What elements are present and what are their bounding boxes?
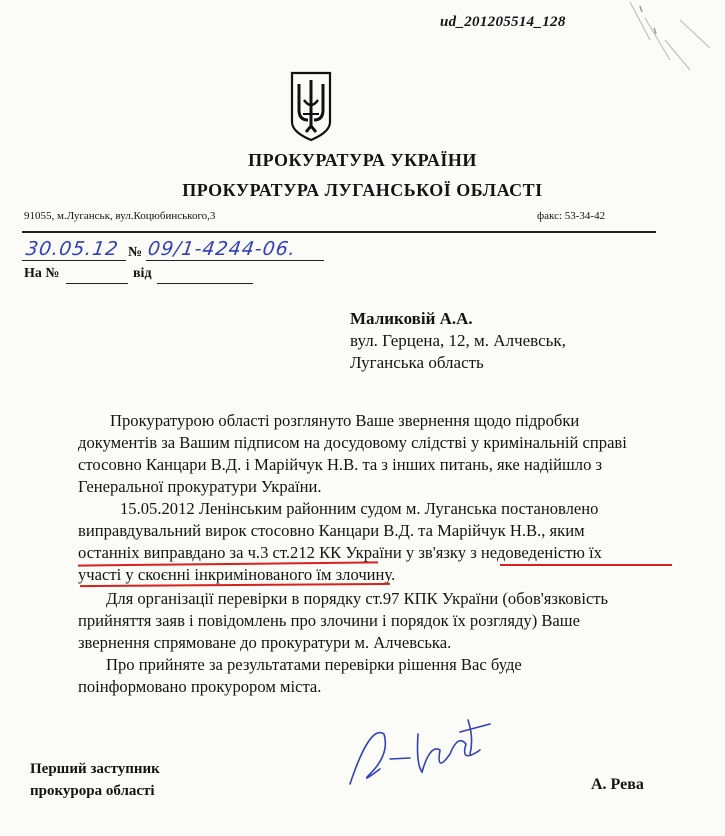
office-fax: факс: 53-34-42 <box>537 210 606 222</box>
signatory-title-line2: прокурора області <box>30 783 155 799</box>
body-p3-line1: Для організації перевірки в порядку ст.97 КПК України (обов'язковість <box>106 589 609 608</box>
signatory-title <box>30 758 160 802</box>
header-prosecutor-office-luhansk: ПРОКУРАТУРА ЛУГАНСЬКОЇ ОБЛАСТІ <box>182 180 543 200</box>
body-p3-line3: звернення спрямоване до прокуратури м. Алчевська. <box>78 633 452 652</box>
signatory-name: А. Рева <box>591 776 644 793</box>
recipient-street: вул. Герцена, 12, м. Алчевськ, <box>350 331 566 350</box>
number-label: № <box>128 245 143 260</box>
body-p1-line4: Генеральної прокуратури України. <box>78 477 322 496</box>
number-underline <box>146 260 324 261</box>
corner-scribble <box>610 0 725 140</box>
body-p3-line2: прийняття заяв і повідомлень про злочини і порядок їх розгляду) Ваше <box>78 611 580 630</box>
recipient-block <box>350 308 566 374</box>
body-p2-line4: участі у скоєнні інкримінованого їм злочину. <box>78 565 396 584</box>
recipient-name: Маликовій А.А. <box>350 309 473 328</box>
body-p1-line1: Прокуратурою області розглянуто Ваше звернення щодо підробки <box>110 411 580 430</box>
red-underline-2 <box>500 564 672 566</box>
incoming-date-label: від <box>133 266 152 281</box>
body-p1-line2: документів за Вашим підписом на досудовому слідстві у кримінальній справі <box>78 433 627 452</box>
incoming-number-label: На № <box>24 266 60 281</box>
outgoing-number-handwritten: 09/1-4244-06. <box>146 238 298 260</box>
signatory-title-line1: Перший заступник <box>30 761 160 777</box>
incoming-number-blank <box>66 283 128 284</box>
header-prosecutor-office-ukraine: ПРОКУРАТУРА УКРАЇНИ <box>248 150 477 170</box>
body-p4-line1: Про прийняте за результатами перевірки рішення Вас буде <box>106 655 522 674</box>
header-divider <box>22 231 656 233</box>
handwritten-signature <box>340 714 500 794</box>
body-p2-line2: виправдувальний вирок стосовно Канцари В.Д. та Марійчук Н.В., яким <box>78 521 585 540</box>
recipient-region: Луганська область <box>350 353 484 372</box>
body-p4-line2: поінформовано прокурором міста. <box>78 677 322 696</box>
outgoing-date-handwritten: 30.05.12 <box>24 238 121 260</box>
trident-emblem-icon <box>289 70 333 142</box>
body-p2-line1: 15.05.2012 Ленінським районним судом м. Луганська постановлено <box>120 499 599 518</box>
date-underline <box>22 260 126 261</box>
document-id: ud_201205514_128 <box>440 14 566 30</box>
body-p2-line3: останніх виправдано за ч.3 ст.212 КК України у зв'язку з недоведеністю їх <box>78 543 602 562</box>
body-p1-line3: стосовно Канцари В.Д. і Марійчук Н.В. та з інших питань, яке надійшло з <box>78 455 603 474</box>
office-address: 91055, м.Луганськ, вул.Коцюбинського,3 <box>24 210 216 222</box>
incoming-date-blank <box>157 283 253 284</box>
